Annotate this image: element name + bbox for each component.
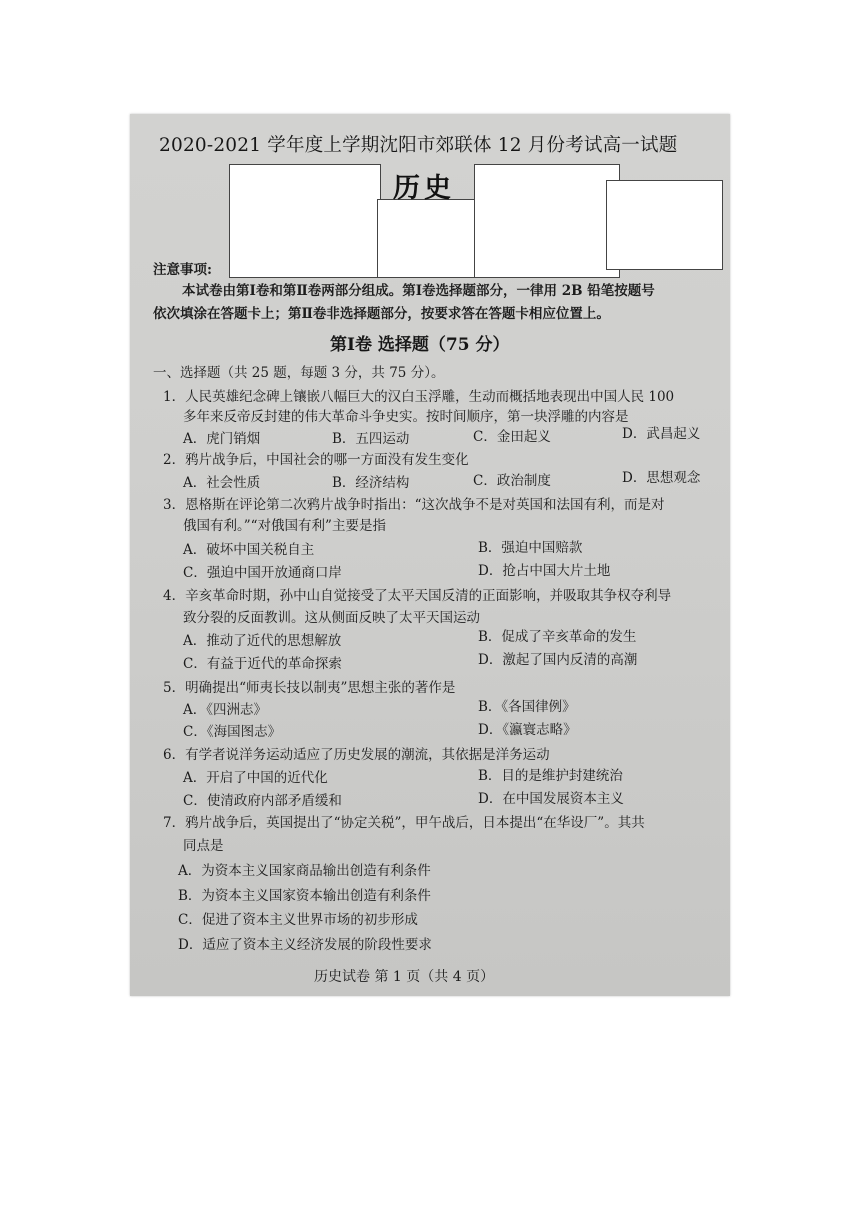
notice-label: 注意事项: (153, 262, 212, 278)
subject-title: 历史 (393, 173, 455, 204)
question-7-option-a: A．为资本主义国家商品输出创造有利条件 (178, 863, 431, 879)
question-2-option-c: C．政治制度 (473, 473, 551, 489)
question-4-stem-line-2: 致分裂的反面教训。这从侧面反映了太平天国运动 (183, 610, 480, 626)
question-4-option-b: B．促成了辛亥革命的发生 (478, 629, 637, 645)
question-5-option-a: A．《四洲志》 (183, 702, 267, 718)
question-6-option-b: B．目的是维护封建统治 (478, 768, 623, 784)
question-1-stem-line-1: 1．人民英雄纪念碑上镶嵌八幅巨大的汉白玉浮雕，生动而概括地表现出中国人民 100 (163, 389, 675, 405)
exam-title: 2020-2021 学年度上学期沈阳市郊联体 12 月份考试高一试题 (159, 135, 678, 156)
redaction-box-3 (474, 164, 620, 278)
question-5-option-d: D．《瀛寰志略》 (478, 722, 577, 738)
page-footer: 历史试卷 第 1 页（共 4 页） (314, 969, 495, 985)
question-3-option-c: C．强迫中国开放通商口岸 (183, 565, 342, 581)
question-1-stem-line-2: 多年来反帝反封建的伟大革命斗争史实。按时间顺序，第一块浮雕的内容是 (183, 409, 629, 425)
question-7-option-d: D．适应了资本主义经济发展的阶段性要求 (178, 937, 432, 953)
question-4-stem-line-1: 4．辛亥革命时期，孙中山自觉接受了太平天国反清的正面影响，并吸取其争权夺利导 (163, 588, 672, 604)
question-5-option-b: B．《各国律例》 (478, 699, 576, 715)
question-1-option-d: D．武昌起义 (622, 426, 701, 442)
question-3-stem-line-1: 3．恩格斯在评论第二次鸦片战争时指出：“这次战争不是对英国和法国有利，而是对 (163, 497, 665, 513)
notice-line-1: 本试卷由第Ⅰ卷和第Ⅱ卷两部分组成。第Ⅰ卷选择题部分，一律用 2B 铅笔按题号 (182, 283, 655, 299)
section-instruction: 一、选择题（共 25 题，每题 3 分，共 75 分）。 (153, 365, 445, 381)
question-7-option-b: B．为资本主义国家资本输出创造有利条件 (178, 888, 431, 904)
question-6-option-c: C．使清政府内部矛盾缓和 (183, 793, 342, 809)
question-2-stem: 2．鸦片战争后，中国社会的哪一方面没有发生变化 (163, 452, 469, 468)
redaction-box-4 (606, 180, 723, 270)
question-7-stem-line-2: 同点是 (183, 838, 224, 854)
question-4-option-a: A．推动了近代的思想解放 (183, 633, 342, 649)
question-2-option-b: B．经济结构 (332, 475, 410, 491)
question-1-option-c: C．金田起义 (473, 429, 551, 445)
question-7-option-c: C．促进了资本主义世界市场的初步形成 (178, 912, 418, 928)
section-title: 第Ⅰ卷 选择题（75 分） (330, 335, 510, 355)
question-6-option-d: D．在中国发展资本主义 (478, 791, 624, 807)
question-5-stem: 5．明确提出“师夷长技以制夷”思想主张的著作是 (163, 680, 456, 696)
redaction-box-2 (377, 199, 476, 278)
question-2-option-a: A．社会性质 (183, 475, 261, 491)
question-7-stem-line-1: 7．鸦片战争后，英国提出了“协定关税”，甲午战后，日本提出“在华设厂”。其共 (163, 815, 645, 831)
question-3-option-b: B．强迫中国赔款 (478, 540, 583, 556)
question-5-option-c: C．《海国图志》 (183, 724, 282, 740)
question-6-option-a: A．开启了中国的近代化 (183, 770, 328, 786)
question-6-stem: 6．有学者说洋务运动适应了历史发展的潮流，其依据是洋务运动 (163, 747, 550, 763)
question-1-option-b: B．五四运动 (332, 431, 410, 447)
question-1-option-a: A．虎门销烟 (183, 431, 261, 447)
question-3-option-a: A．破坏中国关税自主 (183, 542, 315, 558)
question-4-option-d: D．激起了国内反清的高潮 (478, 652, 638, 668)
redaction-box-1 (229, 164, 381, 278)
question-4-option-c: C．有益于近代的革命探索 (183, 656, 342, 672)
question-3-stem-line-2: 俄国有利。”“对俄国有利”主要是指 (183, 518, 386, 534)
question-2-option-d: D．思想观念 (622, 470, 701, 486)
notice-line-2: 依次填涂在答题卡上；第Ⅱ卷非选择题部分，按要求答在答题卡相应位置上。 (153, 306, 610, 322)
question-3-option-d: D．抢占中国大片土地 (478, 563, 611, 579)
